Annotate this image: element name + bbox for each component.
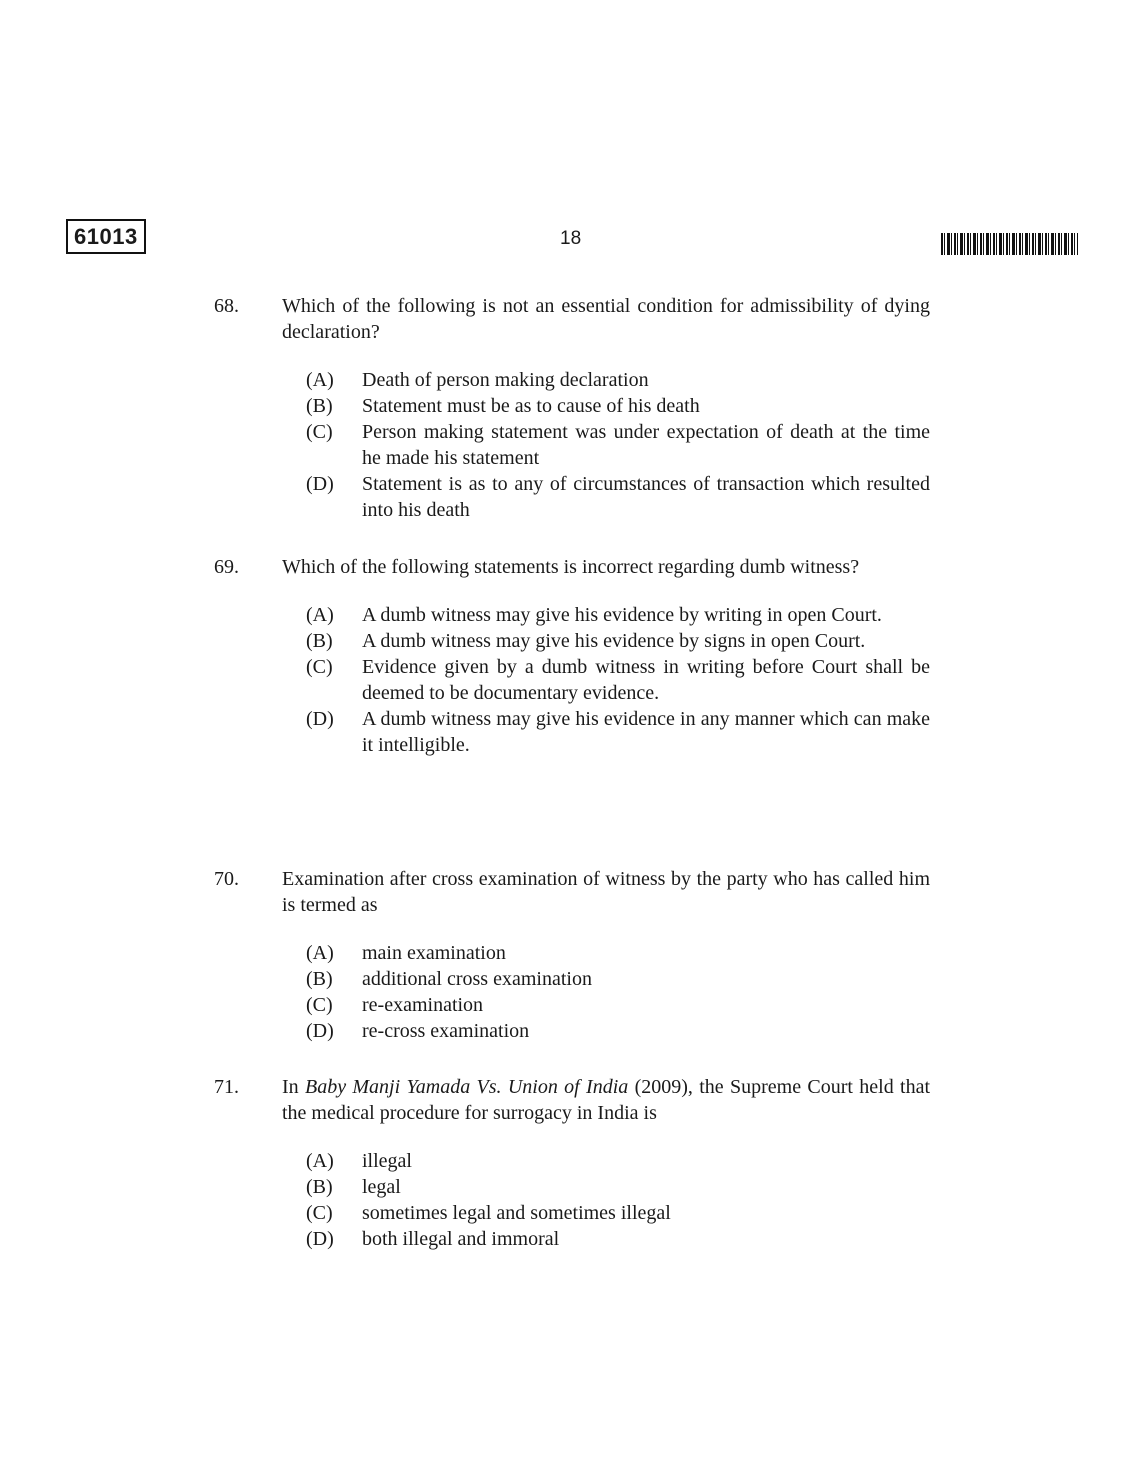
option-label: (D)	[306, 708, 334, 730]
question-71	[214, 1074, 930, 1252]
option-b	[306, 393, 930, 419]
option-label: (A)	[306, 1150, 334, 1172]
question-68	[214, 293, 930, 523]
question-text	[282, 1074, 930, 1126]
question-text-prefix: In	[282, 1076, 305, 1098]
option-b	[306, 628, 930, 654]
option-label: (A)	[306, 369, 334, 391]
option-label: (A)	[306, 942, 334, 964]
option-label: (C)	[306, 994, 333, 1016]
page-number: 18	[560, 228, 582, 249]
case-name: Baby Manji Yamada Vs. Union of India	[304, 1076, 629, 1098]
question-text: Examination after cross examination of witness by the party who has called him is termed as	[282, 868, 930, 916]
question-70	[214, 866, 930, 1044]
option-label: (C)	[306, 656, 333, 678]
option-text: Evidence given by a dumb witness in writing before Court shall be deemed to be documentary evidence.	[362, 656, 930, 704]
option-c	[306, 419, 930, 471]
option-d	[306, 706, 930, 758]
question-text: Which of the following statements is incorrect regarding dumb witness?	[282, 556, 860, 578]
option-text: A dumb witness may give his evidence in any manner which can make it intelligible.	[362, 708, 930, 756]
option-text: Death of person making declaration	[362, 369, 649, 391]
option-text: Statement must be as to cause of his death	[362, 395, 700, 417]
question-number: 68.	[214, 295, 239, 317]
option-label: (C)	[306, 421, 333, 443]
option-text: A dumb witness may give his evidence by writing in open Court.	[362, 604, 882, 626]
options-list	[306, 602, 930, 758]
option-label: (B)	[306, 630, 333, 652]
option-text: additional cross examination	[362, 968, 592, 990]
options-list	[306, 367, 930, 523]
option-a	[306, 1148, 930, 1174]
option-c	[306, 654, 930, 706]
paper-code: 61013	[74, 224, 138, 249]
option-text: re-cross examination	[362, 1020, 530, 1042]
option-text: illegal	[362, 1150, 412, 1172]
option-label: (A)	[306, 604, 334, 626]
option-label: (B)	[306, 968, 333, 990]
option-text: re-examination	[362, 994, 484, 1016]
option-d	[306, 1226, 930, 1252]
option-label: (B)	[306, 1176, 333, 1198]
option-d	[306, 1018, 930, 1044]
option-text: Statement is as to any of circumstances of transaction which resulted into his death	[362, 473, 930, 521]
option-text: A dumb witness may give his evidence by signs in open Court.	[362, 630, 866, 652]
option-a	[306, 602, 930, 628]
option-text: main examination	[362, 942, 506, 964]
option-label: (D)	[306, 473, 334, 495]
option-text: legal	[362, 1176, 401, 1198]
paper-code-box	[66, 219, 146, 254]
option-d	[306, 471, 930, 523]
option-text: Person making statement was under expectation of death at the time he made his statement	[362, 421, 930, 469]
question-number: 70.	[214, 868, 239, 890]
option-a	[306, 367, 930, 393]
option-label: (D)	[306, 1020, 334, 1042]
options-list	[306, 940, 930, 1044]
option-b	[306, 1174, 930, 1200]
option-a	[306, 940, 930, 966]
option-c	[306, 1200, 930, 1226]
question-number: 69.	[214, 556, 239, 578]
question-text-suffix: (2009), the Supreme Court held that the medical procedure for surrogacy in India is	[282, 1076, 930, 1124]
barcode-image	[941, 233, 1078, 255]
option-text: sometimes legal and sometimes illegal	[362, 1202, 671, 1224]
question-text: Which of the following is not an essential condition for admissibility of dying declaration?	[282, 295, 930, 343]
question-69	[214, 554, 930, 758]
option-label: (D)	[306, 1228, 334, 1250]
options-list	[306, 1148, 930, 1252]
option-c	[306, 992, 930, 1018]
option-label: (C)	[306, 1202, 333, 1224]
question-number: 71.	[214, 1076, 239, 1098]
option-b	[306, 966, 930, 992]
option-text: both illegal and immoral	[362, 1228, 560, 1250]
option-label: (B)	[306, 395, 333, 417]
